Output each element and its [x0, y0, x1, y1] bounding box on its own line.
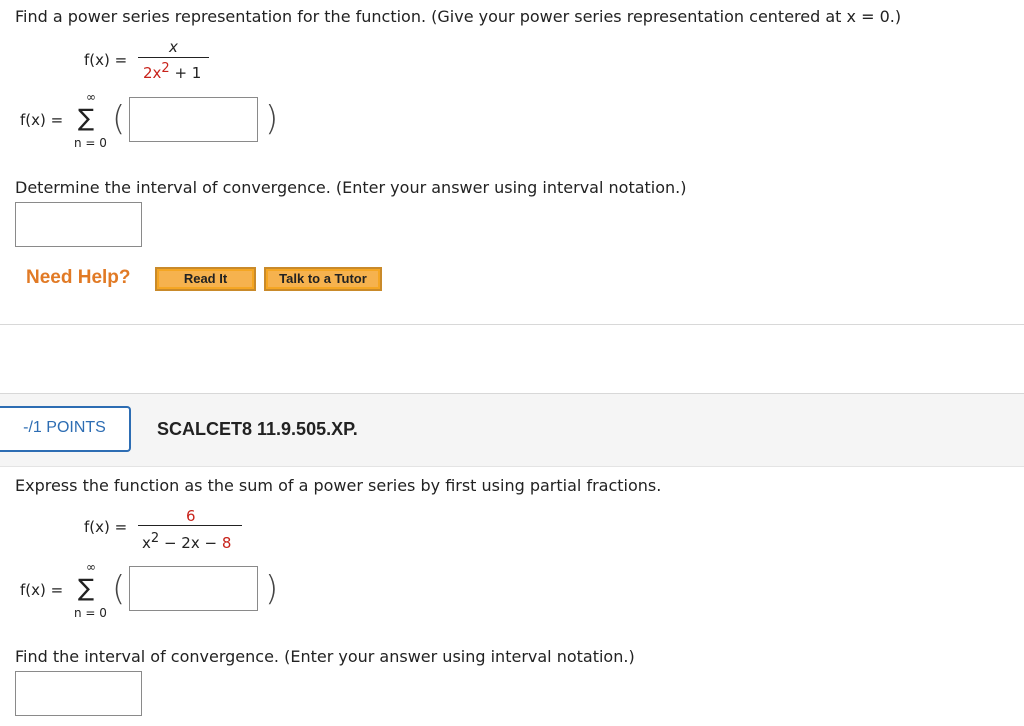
q1-interval-input[interactable] [15, 202, 142, 247]
q2-sigma-lower: n = 0 [74, 606, 107, 620]
section-divider [0, 324, 1024, 325]
q1-interval-prompt: Determine the interval of convergence. (Enter your answer using interval notation.) [15, 178, 687, 197]
q1-close-paren: ) [265, 99, 279, 139]
need-help-label: Need Help? [26, 267, 131, 288]
q2-interval-prompt: Find the interval of convergence. (Enter your answer using interval notation.) [15, 647, 635, 666]
q1-series-lhs: f(x) = [20, 111, 64, 129]
q2-sigma-upper: ∞ [86, 560, 96, 574]
q2-fraction-bar [138, 525, 242, 526]
q2-interval-input[interactable] [15, 671, 142, 716]
q1-series-answer-input[interactable] [129, 97, 258, 142]
q1-instruction: Find a power series representation for the function. (Give your power series representation centered at x = 0.) [15, 7, 902, 26]
q1-numerator: x [169, 38, 178, 56]
question-header-band [0, 393, 1024, 467]
q1-fraction-bar [138, 57, 209, 58]
question-id: SCALCET8 11.9.505.XP. [157, 419, 358, 439]
q1-open-paren: ( [112, 99, 126, 139]
q2-function-lhs: f(x) = [84, 518, 128, 536]
talk-to-tutor-button[interactable]: Talk to a Tutor [264, 267, 382, 291]
q1-sigma-upper: ∞ [86, 90, 96, 104]
read-it-button[interactable]: Read It [155, 267, 256, 291]
q2-numerator: 6 [186, 507, 196, 525]
q2-close-paren: ) [265, 569, 279, 609]
q2-sigma-icon: ∑ [78, 574, 95, 602]
q2-instruction: Express the function as the sum of a power series by first using partial fractions. [15, 476, 662, 495]
points-badge: -/1 POINTS [0, 406, 131, 452]
q1-function-lhs: f(x) = [84, 51, 128, 69]
q2-open-paren: ( [112, 569, 126, 609]
q2-denominator: $x^2 - 2x - 8$ [142, 531, 232, 552]
q1-sigma-icon: ∑ [78, 104, 95, 132]
q2-series-answer-input[interactable] [129, 566, 258, 611]
q1-sigma-lower: n = 0 [74, 136, 107, 150]
q2-series-lhs: f(x) = [20, 581, 64, 599]
q1-denominator: $2x^2 + 1$ [143, 61, 202, 82]
